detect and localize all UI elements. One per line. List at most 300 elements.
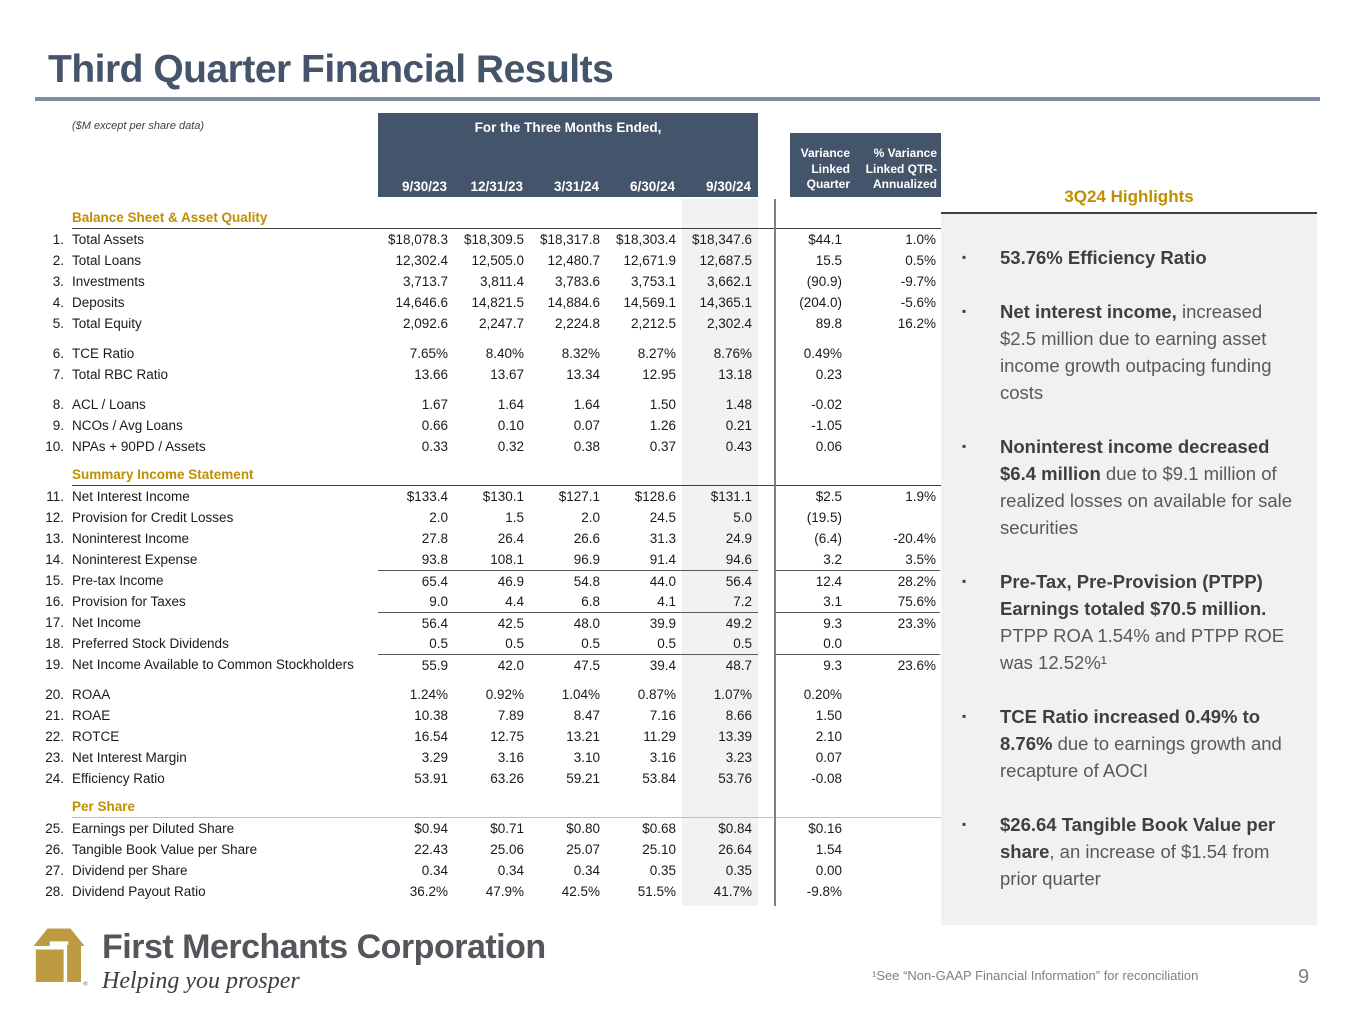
value-cell-3/31/24: 26.6: [573, 531, 600, 546]
value-cell-6/30/24: 12,671.9: [623, 253, 676, 268]
value-cell-3/31/24: 13.34: [566, 367, 600, 382]
table-row: [40, 528, 941, 549]
variance-cell: $0.16: [808, 821, 842, 836]
row-label: Tangible Book Value per Share: [72, 842, 258, 857]
page-title: Third Quarter Financial Results: [48, 48, 614, 91]
pct-variance-cell: 1.9%: [905, 489, 936, 504]
value-cell-9/30/24: 14,365.1: [699, 295, 752, 310]
variance-cell: (19.5): [806, 510, 842, 525]
value-cell-12/31/23: 42.0: [454, 654, 530, 675]
column-gap: [758, 612, 774, 633]
column-gap: [758, 839, 774, 860]
section-header-label: Summary Income Statement: [72, 467, 254, 482]
value-cell-12/31/23: 4.4: [505, 594, 524, 609]
pct-variance-cell: -9.7%: [900, 274, 936, 289]
table-row: [40, 612, 941, 633]
value-cell-9/30/23: 3.29: [421, 750, 448, 765]
value-cell-6/30/24: 2,212.5: [630, 316, 676, 331]
value-cell-12/31/23: 47.9%: [485, 884, 524, 899]
variance-header-band: [790, 133, 941, 197]
variance-cell: 0.23: [815, 367, 842, 382]
value-cell-3/31/24: 12,480.7: [547, 253, 600, 268]
row-number: 22.: [45, 729, 64, 744]
value-cell-9/30/24: 3,662.1: [706, 274, 752, 289]
column-gap: [758, 436, 774, 457]
row-spacer: [40, 334, 941, 343]
value-cell-9/30/24: $18,347.6: [691, 232, 752, 247]
column-gap: [758, 229, 774, 250]
column-gap: [758, 726, 774, 747]
table-row: [40, 394, 941, 415]
row-label: NPAs + 90PD / Assets: [72, 439, 206, 454]
variance-cell: 3.2: [823, 552, 842, 567]
pct-variance-cell: [856, 818, 940, 839]
row-number: 26.: [45, 842, 64, 857]
pct-variance-cell: 75.6%: [897, 594, 936, 609]
value-cell-9/30/23: 12,302.4: [395, 253, 448, 268]
row-label: Earnings per Diluted Share: [72, 821, 235, 836]
pct-variance-cell: [856, 881, 940, 902]
value-cell-9/30/24: 8.66: [725, 708, 752, 723]
variance-cell: -1.05: [811, 418, 842, 433]
row-label: Efficiency Ratio: [72, 771, 165, 786]
value-cell-9/30/23: 56.4: [378, 612, 454, 633]
value-cell-12/31/23: 13.67: [490, 367, 524, 382]
bullet-text: Pre-Tax, Pre-Provision (PTPP) Earnings totaled $70.5 million. PTPP ROA 1.54% and PTPP ROE was 12.52%¹: [1000, 571, 1285, 673]
value-cell-9/30/23: 0.33: [421, 439, 448, 454]
row-number: 25.: [45, 821, 64, 836]
value-cell-6/30/24: $128.6: [634, 489, 676, 504]
value-cell-6/30/24: $18,303.4: [615, 232, 676, 247]
row-number: 20.: [45, 687, 64, 702]
value-cell-3/31/24: 0.38: [573, 439, 600, 454]
value-cell-3/31/24: 25.07: [566, 842, 600, 857]
value-cell-9/30/24: 48.7: [682, 654, 758, 675]
value-cell-6/30/24: 0.87%: [637, 687, 676, 702]
pct-variance-cell: [856, 768, 940, 789]
pct-variance-annualized-header: [852, 133, 941, 197]
value-cell-6/30/24: 8.27%: [637, 346, 676, 361]
row-label: Total Loans: [72, 253, 142, 268]
value-cell-3/31/24: 96.9: [573, 552, 600, 567]
value-cell-9/30/24: 2,302.4: [706, 316, 752, 331]
pct-variance-cell: -5.6%: [900, 295, 936, 310]
table-row: [40, 570, 941, 591]
date-col-1: 9/30/23: [401, 179, 447, 194]
value-cell-3/31/24: 6.8: [581, 594, 600, 609]
value-cell-9/30/24: 5.0: [733, 510, 752, 525]
value-cell-3/31/24: 8.32%: [561, 346, 600, 361]
value-cell-9/30/24: 24.9: [725, 531, 752, 546]
value-cell-12/31/23: $0.71: [490, 821, 524, 836]
column-gap: [758, 415, 774, 436]
value-cell-12/31/23: 42.5: [454, 612, 530, 633]
value-cell-9/30/23: 1.24%: [409, 687, 448, 702]
value-cell-9/30/23: 55.9: [378, 654, 454, 675]
value-cell-9/30/24: 3.23: [725, 750, 752, 765]
value-cell-12/31/23: 0.10: [497, 418, 524, 433]
value-cell-9/30/24: 41.7%: [713, 884, 752, 899]
value-cell-6/30/24: 0.35: [649, 863, 676, 878]
value-cell-9/30/23: 65.4: [378, 570, 454, 591]
gold-box-logo-icon: [30, 924, 88, 986]
row-label: Investments: [72, 274, 145, 289]
pct-variance-cell: [856, 507, 940, 528]
row-label: Preferred Stock Dividends: [72, 636, 229, 651]
value-cell-9/30/23: 1.67: [421, 397, 448, 412]
table-row: [40, 860, 941, 881]
row-label: Total Assets: [72, 232, 145, 247]
table-row: [40, 313, 941, 334]
pct-variance-cell: [856, 436, 940, 457]
section-header: [72, 796, 941, 818]
variance-cell: 0.07: [815, 750, 842, 765]
value-cell-9/30/24: 0.21: [725, 418, 752, 433]
value-cell-9/30/24: $131.1: [710, 489, 752, 504]
pct-variance-cell: 0.5%: [905, 253, 936, 268]
column-gap: [758, 654, 774, 675]
value-cell-6/30/24: 44.0: [606, 570, 682, 591]
value-cell-12/31/23: 3.16: [497, 750, 524, 765]
row-number: 24.: [45, 771, 64, 786]
value-cell-9/30/23: 0.34: [421, 863, 448, 878]
table-row: [40, 343, 941, 364]
row-number: 6.: [52, 346, 64, 361]
column-gap: [758, 250, 774, 271]
footnote: ¹See “Non-GAAP Financial Information” for reconciliation: [872, 968, 1199, 983]
value-cell-9/30/23: 53.91: [414, 771, 448, 786]
pct-variance-cell: [856, 415, 940, 436]
variance-cell: 0.06: [815, 439, 842, 454]
value-cell-6/30/24: 31.3: [649, 531, 676, 546]
value-cell-3/31/24: 47.5: [530, 654, 606, 675]
logo-company-name: First Merchants Corporation: [102, 928, 546, 966]
pct-variance-cell: 1.0%: [905, 232, 936, 247]
highlights-title: 3Q24 Highlights: [1064, 187, 1194, 206]
pct-variance-cell: [856, 747, 940, 768]
value-cell-6/30/24: 39.9: [606, 612, 682, 633]
variance-cell: (204.0): [799, 295, 842, 310]
value-cell-9/30/23: 9.0: [429, 594, 448, 609]
row-number: 8.: [52, 397, 64, 412]
bullet-marker-icon: ▪: [962, 304, 967, 318]
value-cell-9/30/23: 2,092.6: [402, 316, 448, 331]
table-row: [40, 591, 941, 612]
value-cell-9/30/23: $0.94: [414, 821, 448, 836]
row-number: 14.: [45, 552, 64, 567]
value-cell-9/30/23: 0.5: [429, 636, 448, 651]
value-cell-3/31/24: 2.0: [581, 510, 600, 525]
column-gap: [758, 292, 774, 313]
value-cell-12/31/23: 7.89: [497, 708, 524, 723]
value-cell-3/31/24: 13.21: [566, 729, 600, 744]
value-cell-9/30/24: 1.48: [725, 397, 752, 412]
value-cell-9/30/23: $18,078.3: [387, 232, 448, 247]
bullet-marker-icon: ▪: [962, 250, 967, 264]
variance-cell: 9.3: [774, 612, 856, 633]
page-number: 9: [1298, 966, 1310, 988]
pct-variance-cell: 23.6%: [856, 654, 940, 675]
value-cell-9/30/24: 7.2: [733, 594, 752, 609]
row-label: Noninterest Income: [72, 531, 190, 546]
date-col-2: 12/31/23: [470, 179, 523, 194]
pct-variance-cell: 28.2%: [856, 570, 940, 591]
row-number: 18.: [45, 636, 64, 651]
value-cell-3/31/24: 54.8: [530, 570, 606, 591]
value-cell-9/30/23: 27.8: [421, 531, 448, 546]
value-cell-3/31/24: 14,884.6: [547, 295, 600, 310]
pct-variance-cell: [856, 860, 940, 881]
row-number: 27.: [45, 863, 64, 878]
section-header-label: Per Share: [72, 799, 136, 814]
value-cell-9/30/24: 1.07%: [713, 687, 752, 702]
row-number: 2.: [52, 253, 64, 268]
bullet-text: Net interest income, increased $2.5 million due to earning asset income growth outpacing funding costs: [1000, 301, 1272, 403]
variance-separator-line: [774, 199, 776, 906]
row-label: Net Interest Income: [72, 489, 190, 504]
table-row: [40, 507, 941, 528]
value-cell-9/30/23: 2.0: [429, 510, 448, 525]
column-gap: [758, 364, 774, 385]
period-header-title: For the Three Months Ended,: [474, 120, 662, 135]
bullet-text: $26.64 Tangible Book Value per share, an increase of $1.54 from prior quarter: [1000, 814, 1276, 889]
table-row: [40, 839, 941, 860]
value-cell-9/30/23: 16.54: [414, 729, 448, 744]
bullet-marker-icon: ▪: [962, 817, 967, 831]
value-cell-9/30/24: 56.4: [682, 570, 758, 591]
highlight-bullet: [962, 298, 1297, 406]
highlight-bullet: [962, 433, 1297, 541]
value-cell-3/31/24: 59.21: [566, 771, 600, 786]
column-gap: [758, 486, 774, 507]
column-gap: [758, 591, 774, 612]
row-label: Dividend per Share: [72, 863, 188, 878]
pct-variance-cell: [856, 726, 940, 747]
column-gap: [758, 768, 774, 789]
value-cell-6/30/24: 4.1: [657, 594, 676, 609]
row-spacer: [40, 675, 941, 684]
column-gap: [758, 881, 774, 902]
pct-variance-cell: -20.4%: [893, 531, 936, 546]
highlight-bullet: [962, 244, 1297, 271]
table-row: [40, 271, 941, 292]
variance-cell: 12.4: [774, 570, 856, 591]
value-cell-6/30/24: 51.5%: [637, 884, 676, 899]
value-cell-3/31/24: 1.64: [573, 397, 600, 412]
table-row: [40, 881, 941, 902]
bullet-text: Noninterest income decreased $6.4 million due to $9.1 million of realized losses on available for sale securities: [1000, 436, 1293, 538]
variance-cell: 0.00: [815, 863, 842, 878]
pct-variance-cell: [856, 705, 940, 726]
value-cell-6/30/24: $0.68: [642, 821, 676, 836]
table-row: [40, 818, 941, 839]
variance-cell: 3.1: [823, 594, 842, 609]
variance-cell: (90.9): [806, 274, 842, 289]
table-row: [40, 684, 941, 705]
value-cell-9/30/24: 12,687.5: [699, 253, 752, 268]
pct-variance-cell: [856, 684, 940, 705]
pct-variance-cell: [856, 394, 940, 415]
value-cell-12/31/23: 63.26: [490, 771, 524, 786]
value-cell-6/30/24: 12.95: [642, 367, 676, 382]
pct-variance-cell: [856, 343, 940, 364]
row-number: 16.: [45, 594, 64, 609]
row-label: ROAE: [72, 708, 111, 723]
value-cell-9/30/23: 13.66: [414, 367, 448, 382]
value-cell-12/31/23: 2,247.7: [478, 316, 524, 331]
column-gap: [758, 860, 774, 881]
table-row: [40, 705, 941, 726]
value-cell-6/30/24: 1.50: [649, 397, 676, 412]
pct-variance-cell: [856, 633, 940, 654]
value-cell-9/30/23: 10.38: [414, 708, 448, 723]
pct-variance-cell: 16.2%: [897, 316, 936, 331]
column-gap: [758, 271, 774, 292]
variance-linked-quarter-header: [790, 133, 852, 197]
value-cell-12/31/23: 14,821.5: [471, 295, 524, 310]
financial-table: [40, 200, 941, 902]
units-note: ($M except per share data): [72, 120, 205, 132]
row-number: 13.: [45, 531, 64, 546]
row-label: Net Income Available to Common Stockholders: [72, 657, 354, 672]
highlight-bullet: [962, 703, 1297, 784]
variance-cell: 9.3: [774, 654, 856, 675]
column-gap: [758, 394, 774, 415]
date-col-5: 9/30/24: [705, 179, 751, 194]
value-cell-6/30/24: 3.16: [649, 750, 676, 765]
column-gap: [758, 313, 774, 334]
value-cell-3/31/24: $0.80: [566, 821, 600, 836]
value-cell-9/30/23: 22.43: [414, 842, 448, 857]
variance-cell: 15.5: [815, 253, 842, 268]
column-gap: [758, 684, 774, 705]
value-cell-12/31/23: 0.32: [497, 439, 524, 454]
column-gap: [758, 570, 774, 591]
value-cell-6/30/24: 14,569.1: [623, 295, 676, 310]
value-cell-3/31/24: 0.5: [581, 636, 600, 651]
variance-cell: $2.5: [815, 489, 842, 504]
table-row: [40, 415, 941, 436]
value-cell-12/31/23: 26.4: [497, 531, 524, 546]
value-cell-6/30/24: 25.10: [642, 842, 676, 857]
variance-cell: 0.49%: [803, 346, 842, 361]
value-cell-6/30/24: 7.16: [649, 708, 676, 723]
date-col-4: 6/30/24: [629, 179, 675, 194]
row-label: Deposits: [72, 295, 125, 310]
value-cell-3/31/24: 42.5%: [561, 884, 600, 899]
variance-header-line: Variance: [800, 146, 850, 161]
row-number: 5.: [52, 316, 64, 331]
value-cell-3/31/24: 1.04%: [561, 687, 600, 702]
variance-header-line: % Variance: [873, 146, 937, 161]
variance-cell: 0.0: [823, 636, 842, 651]
value-cell-6/30/24: 0.5: [657, 636, 676, 651]
title-underline-rule: [35, 97, 1320, 101]
svg-text:®: ®: [83, 981, 88, 986]
logo-tagline: Helping you prosper: [102, 967, 300, 994]
column-gap: [758, 343, 774, 364]
row-number: 23.: [45, 750, 64, 765]
row-label: Provision for Taxes: [72, 594, 186, 609]
variance-cell: 0.20%: [803, 687, 842, 702]
row-label: ROAA: [72, 687, 111, 702]
table-row: [40, 747, 941, 768]
value-cell-9/30/23: 0.66: [421, 418, 448, 433]
value-cell-9/30/24: 94.6: [725, 552, 752, 567]
value-cell-9/30/24: 49.2: [682, 612, 758, 633]
row-number: 1.: [52, 232, 64, 247]
table-row: [40, 633, 941, 654]
column-gap: [758, 818, 774, 839]
variance-cell: 1.50: [815, 708, 842, 723]
row-label: Total RBC Ratio: [72, 367, 169, 382]
bullet-marker-icon: ▪: [962, 439, 967, 453]
value-cell-12/31/23: 0.92%: [485, 687, 524, 702]
table-row: [40, 486, 941, 507]
table-row: [40, 768, 941, 789]
row-label: ROTCE: [72, 729, 120, 744]
value-cell-9/30/23: 93.8: [421, 552, 448, 567]
variance-cell: 89.8: [815, 316, 842, 331]
bullet-text: TCE Ratio increased 0.49% to 8.76% due to earnings growth and recapture of AOCI: [1000, 706, 1282, 781]
value-cell-3/31/24: 0.07: [573, 418, 600, 433]
value-cell-12/31/23: $130.1: [482, 489, 524, 504]
pct-variance-cell: 23.3%: [856, 612, 940, 633]
row-number: 21.: [45, 708, 64, 723]
value-cell-6/30/24: 3,753.1: [630, 274, 676, 289]
variance-header-line: Annualized: [872, 177, 937, 192]
variance-cell: (6.4): [814, 531, 842, 546]
row-label: Dividend Payout Ratio: [72, 884, 206, 899]
value-cell-12/31/23: 12,505.0: [471, 253, 524, 268]
row-number: 9.: [52, 418, 64, 433]
highlight-bullet: [962, 811, 1297, 892]
variance-header-line: Linked: [811, 161, 850, 176]
row-label: Net Income: [72, 615, 142, 630]
row-label: ACL / Loans: [72, 397, 146, 412]
value-cell-9/30/24: 0.35: [725, 863, 752, 878]
section-header: [72, 207, 941, 229]
value-cell-6/30/24: 11.29: [643, 729, 676, 744]
value-cell-6/30/24: 39.4: [606, 654, 682, 675]
row-spacer: [40, 385, 941, 394]
value-cell-6/30/24: 91.4: [649, 552, 676, 567]
pct-variance-cell: 3.5%: [905, 552, 936, 567]
value-cell-12/31/23: 12.75: [490, 729, 524, 744]
value-cell-6/30/24: 0.37: [649, 439, 676, 454]
row-number: 28.: [45, 884, 64, 899]
row-label: Noninterest Expense: [72, 552, 198, 567]
row-number: 17.: [45, 615, 64, 630]
bullet-marker-icon: ▪: [962, 709, 967, 723]
row-number: 15.: [45, 573, 64, 588]
date-col-3: 3/31/24: [553, 179, 599, 194]
row-number: 12.: [45, 510, 64, 525]
date-column-headers: [378, 179, 758, 194]
row-number: 3.: [52, 274, 64, 289]
variance-cell: $44.1: [808, 232, 842, 247]
variance-cell: -9.8%: [806, 884, 842, 899]
row-number: 19.: [45, 657, 64, 672]
value-cell-12/31/23: 3,811.4: [479, 274, 524, 289]
value-cell-12/31/23: 46.9: [454, 570, 530, 591]
value-cell-9/30/24: 13.18: [718, 367, 752, 382]
row-label: Net Interest Margin: [72, 750, 187, 765]
value-cell-6/30/24: 1.26: [649, 418, 676, 433]
variance-header-line: Quarter: [806, 177, 850, 192]
variance-cell: -0.08: [811, 771, 842, 786]
value-cell-3/31/24: 2,224.8: [554, 316, 600, 331]
